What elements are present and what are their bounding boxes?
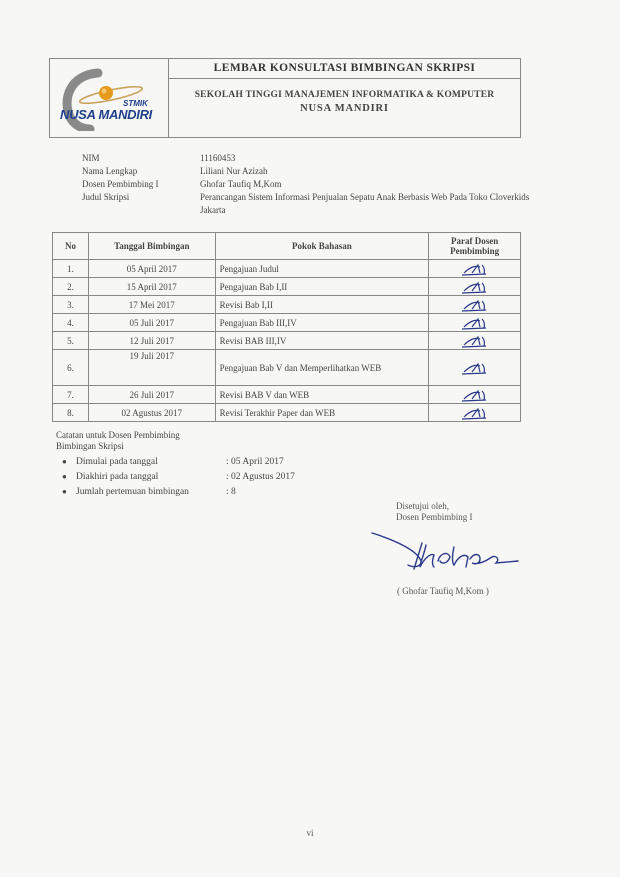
list-item — [62, 454, 295, 469]
info-label: Nama Lengkap — [82, 166, 138, 176]
summary-value: : 8 — [226, 486, 236, 497]
row-no: 6. — [53, 350, 89, 386]
school-line: SEKOLAH TINGGI MANAJEMEN INFORMATIKA & KOMPUTER — [194, 90, 495, 100]
table-row — [53, 332, 521, 350]
row-topic: Revisi BAB V dan WEB — [215, 386, 429, 404]
header-topic: Pokok Bahasan — [215, 233, 429, 260]
header-paraf: Paraf Dosen Pembimbing — [429, 233, 521, 260]
row-date: 26 Juli 2017 — [89, 386, 216, 404]
row-date: 02 Agustus 2017 — [89, 404, 216, 422]
summary-value: : 02 Agustus 2017 — [226, 471, 295, 482]
summary-label: Dimulai pada tanggal — [76, 456, 158, 467]
info-row-thesis-title — [82, 191, 532, 217]
list-item — [62, 484, 295, 499]
row-date: 05 April 2017 — [89, 260, 216, 278]
paraf-cell — [429, 386, 521, 404]
bullet-icon: ● — [62, 472, 67, 481]
header-box — [49, 58, 521, 138]
signature-paraf-icon — [458, 387, 492, 403]
notes-line: Bimbingan Skripsi — [56, 441, 124, 451]
logo-nusa-text: NUSA MANDIRI — [60, 107, 152, 122]
info-row-name — [82, 165, 532, 178]
paraf-cell — [429, 278, 521, 296]
signature-paraf-icon — [458, 297, 492, 313]
paraf-cell — [429, 260, 521, 278]
approval-block — [396, 501, 473, 523]
row-date: 12 Juli 2017 — [89, 332, 216, 350]
consultation-table — [52, 232, 521, 422]
row-topic: Revisi Terakhir Paper dan WEB — [215, 404, 429, 422]
document-title: LEMBAR KONSULTASI BIMBINGAN SKRIPSI — [169, 59, 520, 79]
row-no: 4. — [53, 314, 89, 332]
row-no: 7. — [53, 386, 89, 404]
table-row — [53, 386, 521, 404]
summary-list — [62, 454, 295, 499]
info-row-nim — [82, 152, 532, 165]
info-value: 11160453 — [200, 153, 236, 163]
header-no: No — [53, 233, 89, 260]
table-row — [53, 278, 521, 296]
info-label: NIM — [82, 153, 100, 163]
summary-value: : 05 April 2017 — [226, 456, 284, 467]
row-topic: Revisi BAB III,IV — [215, 332, 429, 350]
signature-paraf-icon — [458, 405, 492, 421]
row-no: 1. — [53, 260, 89, 278]
row-topic: Revisi Bab I,II — [215, 296, 429, 314]
paraf-cell — [429, 314, 521, 332]
logo-stmik-text: STMIK — [123, 99, 148, 108]
row-date: 17 Mei 2017 — [89, 296, 216, 314]
bullet-icon: ● — [62, 457, 67, 466]
bullet-icon: ● — [62, 487, 67, 496]
row-no: 8. — [53, 404, 89, 422]
table-row — [53, 350, 521, 386]
signature-paraf-icon — [458, 261, 492, 277]
info-value: Ghofar Taufiq M,Kom — [200, 179, 282, 189]
row-date: 15 April 2017 — [89, 278, 216, 296]
table-row — [53, 404, 521, 422]
header-date: Tanggal Bimbingan — [89, 233, 216, 260]
info-value: Perancangan Sistem Informasi Penjualan Sepatu Anak Berbasis Web Pada Toko Cloverkids Jakarta — [200, 192, 530, 215]
summary-label: Jumlah pertemuan bimbingan — [76, 486, 189, 497]
row-no: 5. — [53, 332, 89, 350]
signer-name: ( Ghofar Taufiq M,Kom ) — [397, 586, 489, 596]
table-row — [53, 260, 521, 278]
approval-role: Dosen Pembimbing I — [396, 512, 473, 522]
row-topic: Pengajuan Bab V dan Memperlihatkan WEB — [215, 350, 429, 386]
info-value: Liliani Nur Azizah — [200, 166, 268, 176]
summary-label: Diakhiri pada tanggal — [76, 471, 159, 482]
info-label: Judul Skripsi — [82, 192, 130, 202]
paraf-cell — [429, 332, 521, 350]
info-label: Dosen Pembimbing I — [82, 179, 159, 189]
paraf-cell — [429, 350, 521, 386]
table-header-row — [53, 233, 521, 260]
row-no: 2. — [53, 278, 89, 296]
signature-icon — [368, 525, 528, 581]
row-topic: Pengajuan Judul — [215, 260, 429, 278]
logo — [50, 59, 169, 137]
row-topic: Pengajuan Bab I,II — [215, 278, 429, 296]
paraf-cell — [429, 404, 521, 422]
school-name: NUSA MANDIRI — [300, 103, 389, 114]
signature-paraf-icon — [458, 359, 492, 377]
row-date: 05 Juli 2017 — [89, 314, 216, 332]
signature-paraf-icon — [458, 279, 492, 295]
approval-line: Disetujui oleh, — [396, 501, 449, 511]
row-no: 3. — [53, 296, 89, 314]
row-date: 19 Juli 2017 — [89, 350, 216, 386]
info-row-supervisor — [82, 178, 532, 191]
table-row — [53, 296, 521, 314]
signature-paraf-icon — [458, 315, 492, 331]
notes-line: Catatan untuk Dosen Pembimbing — [56, 430, 180, 440]
signature-paraf-icon — [458, 333, 492, 349]
page-number: vi — [306, 828, 314, 838]
table-row — [53, 314, 521, 332]
row-topic: Pengajuan Bab III,IV — [215, 314, 429, 332]
student-info — [82, 152, 532, 217]
notes — [56, 430, 180, 452]
paraf-cell — [429, 296, 521, 314]
list-item — [62, 469, 295, 484]
